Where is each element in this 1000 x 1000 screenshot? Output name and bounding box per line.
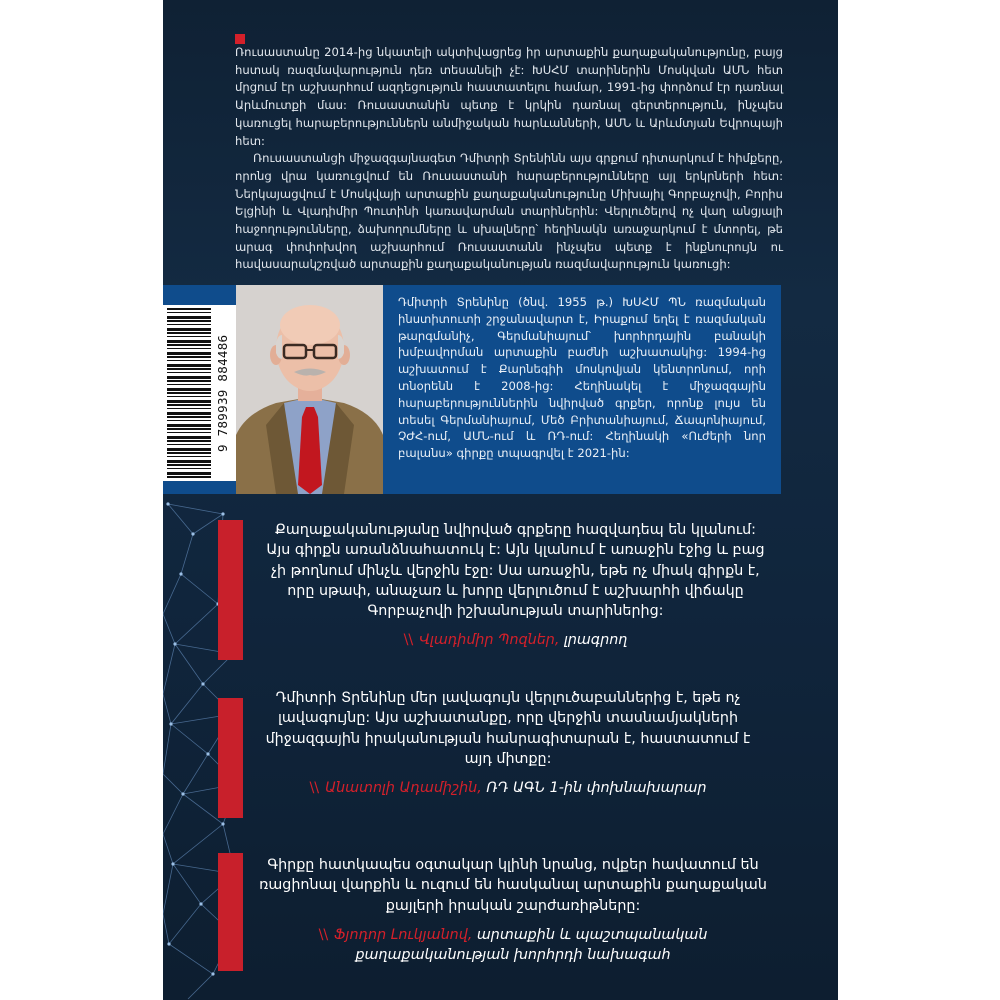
quote-line: ռացիոնալ վարքին և ուզում են հասկանալ արտաքին քաղաքական <box>259 877 767 894</box>
intro-paragraph-1: Ռուսաստանը 2014-ից նկատելի ակտիվացրեց իր արտաքին քաղաքականությունը, բայց հստակ ռազմավարություն դեռ տեսանելի չէ: ԽՍՀՄ տարիներին Մոսկվան ԱՄՆ հետ մրցում էր աշխարհում ազդեցություն հաստատելու համար, 1991-ից փորձում էր դառնալ Արևմուտքի մաս: Ռուսաստանին պետք է կրկին դառնալ գերտերություն, ինչպես կառուցել հարաբերություններն անմիջական հարևանների, ԱՄՆ և Արևմտյան Եվրոպայի հետ: <box>235 45 783 148</box>
quote-attribution <box>253 925 773 966</box>
attribution-role: արտաքին և պաշտպանական <box>476 926 708 943</box>
barcode-digits: 9 789939 884486 <box>215 334 230 452</box>
author-photo <box>236 285 383 494</box>
back-cover <box>163 0 838 1000</box>
quote-accent-bar-3 <box>218 853 243 971</box>
quote-lukyanov <box>253 855 773 965</box>
attribution-role-line-2: քաղաքականության խորհրդի նախագահ <box>355 947 671 964</box>
quote-line: միջազգային իրականության հանրագիտարան է, հաստատում է <box>265 730 751 747</box>
intro-text <box>235 44 783 274</box>
attribution-slashes: \\ <box>403 632 414 649</box>
quote-line: այդ միտքը: <box>464 750 552 767</box>
attribution-slashes: \\ <box>309 780 320 797</box>
quote-line: Քաղաքականությանը նվիրված գրքերը հազվադեպ են կլանում: <box>275 522 756 538</box>
quote-pozner <box>253 520 778 651</box>
barcode-bars <box>167 308 211 478</box>
attribution-role: լրագրող <box>563 632 628 649</box>
quote-line: չի թողնում մինչև վերջին էջը: Սա առաջին, եթե ոչ միակ գիրքն է, <box>271 562 760 579</box>
attribution-name: Վլադիմիր Պոզներ, <box>419 632 560 649</box>
quote-attribution <box>253 630 778 650</box>
red-square-marker <box>235 34 245 44</box>
quote-line: քայլերի իրական շարժառիթները: <box>385 897 641 914</box>
quote-line: Գորբաչովի իշխանության տարիներից: <box>367 603 664 620</box>
quote-line: որը սթափ, անաչառ և խորը վերլուծում է աշխարհի վիճակը <box>287 582 744 599</box>
quote-accent-bar-1 <box>218 520 243 660</box>
intro-paragraph-2: Ռուսաստանցի միջազգայնագետ Դմիտրի Տրենինն այս գրքում դիտարկում է հիմքերը, որոնց վրա կառուցվում են Ռուսաստանի հարաբերությունները այլ երկրների հետ: Ներկայացվում է Մոսկվայի արտաքին քաղաքականությունը Միխայիլ Գորբաչովի, Բորիս Ելցինի և Վլադիմիր Պուտինի կառավարման տարիներին: Վերլուծելով ոչ վաղ անցյալի հաջողությունները, ձախողումները և սխալները՝ հեղինակն առաջարկում է մտորել, թե արագ փոփոխվող աշխարհում Ռուսաստանն ինչպես պետք է ինքնուրույն ու հավասարակշռված արտաքին քաղաքականության ռազմավարություն կառուցի: <box>235 151 783 272</box>
attribution-role: ՌԴ ԱԳՆ 1-ին փոխնախարար <box>486 780 707 797</box>
quote-adamishin <box>253 688 763 798</box>
attribution-slashes: \\ <box>318 926 329 943</box>
author-bio: Դմիտրի Տրենինը (ծնվ. 1955 թ.) ԽՍՀՄ ՊՆ ռազմական ինստիտուտի շրջանավարտ է, Իրաքում եղել է ռազմական թարգմանիչ, Գերմանիայում՝ խորհրդային բանակի խմբավորման արտաքին բաժնի աշխատակից: 1994-ից աշխատում է Քարնեգիի մոսկովյան կենտրոնում, որի տնօրենն է 2008-ից: Հեղինակել է միջազգային հարաբերություններին նվիրված գրքեր, որոնք լույս են տեսել Գերմանիայում, Մեծ Բրիտանիայում, Ճապոնիայում, ՉԺՀ-ում, ԱՄՆ-ում և ՌԴ-ում: Հեղինակի «Ուժերի նոր բալանս» գիրքը տպագրվել է 2021-ին: <box>398 295 766 461</box>
isbn-barcode <box>163 305 236 481</box>
attribution-name: Ֆյոդոր Լուկյանով, <box>334 926 473 943</box>
quote-attribution <box>253 778 763 798</box>
author-portrait-image <box>236 285 383 494</box>
attribution-name: Անատոլի Ադամիշին, <box>325 780 482 797</box>
quote-line: Այս գիրքն առանձնահատուկ է: Այն կլանում է առաջին էջից և բաց <box>266 542 765 559</box>
quote-line: Գիրքը հատկապես օգտակար կլինի նրանց, ովքեր հավատում են <box>267 857 759 873</box>
quote-accent-bar-2 <box>218 698 243 818</box>
quote-line: Դմիտրի Տրենինը մեր լավագույն վերլուծաբաններից է, եթե ոչ <box>275 690 741 706</box>
quote-line: լավագույնը: Այս աշխատանքը, որը վերջին տասնամյակների <box>277 710 739 727</box>
